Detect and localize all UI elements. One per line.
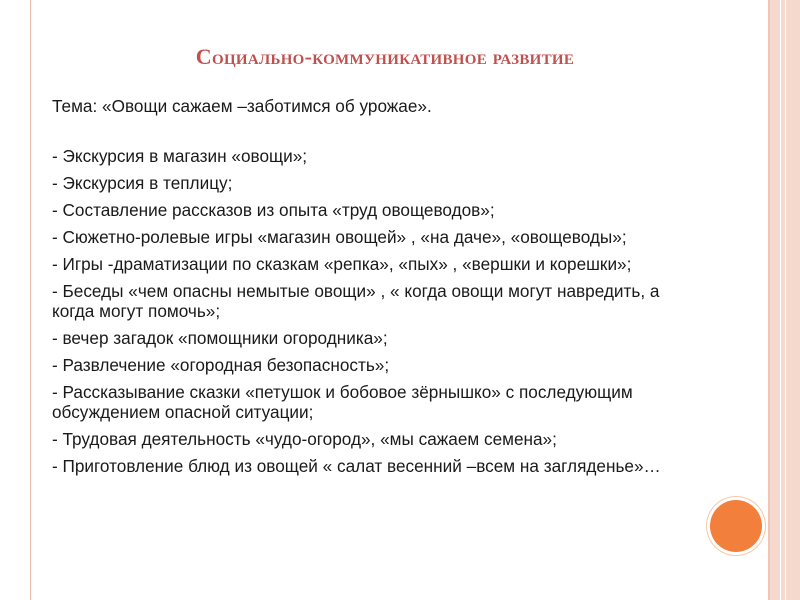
slide-title: Социально-коммуникативное развитие <box>195 44 575 69</box>
side-decorative-strip <box>770 0 800 600</box>
accent-circle-icon <box>710 500 762 552</box>
list-item: - вечер загадок «помощники огородника»; <box>52 328 388 348</box>
list-item: - Приготовление блюд из овощей « салат весенний –всем на загляденье»… <box>52 456 661 476</box>
list-item: - Экскурсия в магазин «овощи»; <box>52 146 308 166</box>
list-item: - Сюжетно-ролевые игры «магазин овощей» , «на даче», «овощеводы»; <box>52 227 627 247</box>
topic-line: Тема: «Овощи сажаем –заботимся об урожае». <box>52 96 432 116</box>
list-item: - Составление рассказов из опыта «труд овощеводов»; <box>52 200 495 220</box>
list-item: - Игры -драматизации по сказкам «репка», «пых» , «вершки и корешки»; <box>52 254 632 274</box>
list-item: - Экскурсия в теплицу; <box>52 173 233 193</box>
slide-content <box>52 96 692 483</box>
list-item: - Трудовая деятельность «чудо-огород», «мы сажаем семена»; <box>52 429 557 449</box>
list-item: - Рассказывание сказки «петушок и бобовое зёрнышко» с последующим обсуждением опасной ситуации; <box>52 382 633 422</box>
list-item: - Беседы «чем опасны немытые овощи» , « когда овощи могут навредить, а когда могут помочь»; <box>52 281 660 321</box>
list-item: - Развлечение «огородная безопасность»; <box>52 355 390 375</box>
